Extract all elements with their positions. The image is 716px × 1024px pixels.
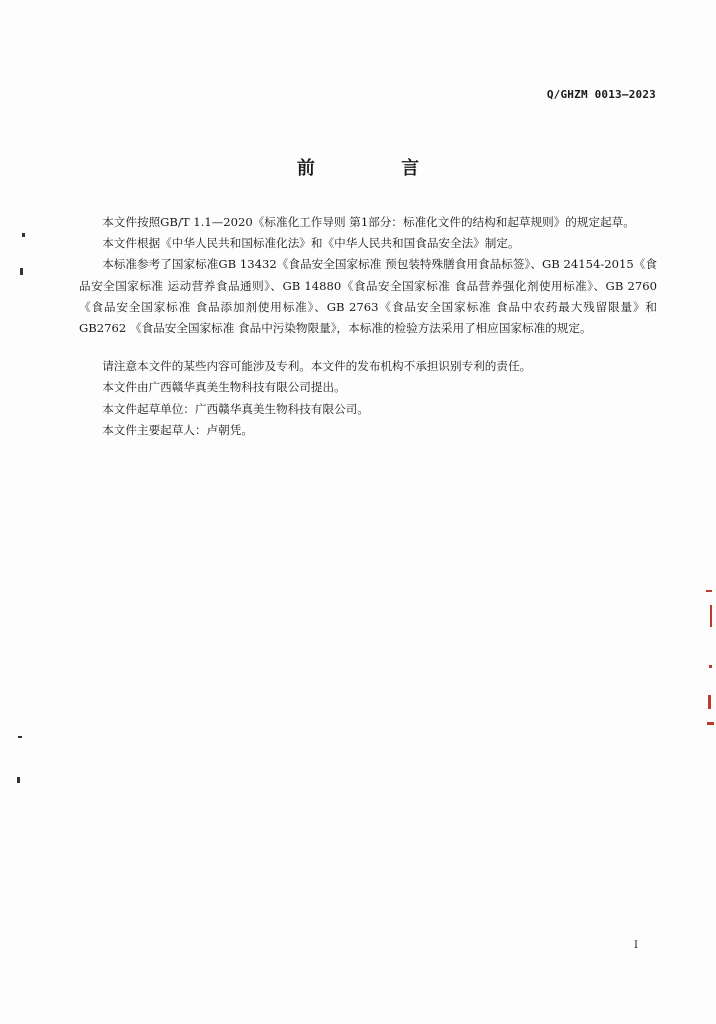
seal-edge-mark bbox=[709, 665, 712, 668]
paragraph-drafting-rules: 本文件按照GB/T 1.1—2020《标准化工作导则 第1部分：标准化文件的结构和起草规则》的规定起草。 bbox=[102, 215, 635, 229]
page-number: I bbox=[634, 940, 638, 951]
document-body bbox=[79, 212, 657, 441]
seal-edge-mark bbox=[708, 695, 711, 709]
paragraph-drafting-unit: 本文件起草单位：广西赣华真美生物科技有限公司。 bbox=[102, 401, 369, 416]
section-title: 前 言 bbox=[296, 158, 460, 179]
scan-mark bbox=[22, 233, 25, 237]
paragraph-proposer: 本文件由广西赣华真美生物科技有限公司提出。 bbox=[102, 380, 346, 395]
scan-mark bbox=[20, 268, 23, 275]
scan-mark bbox=[17, 777, 20, 783]
paragraph-legal-basis: 本文件根据《中华人民共和国标准化法》和《中华人民共和国食品安全法》制定。 bbox=[102, 236, 520, 251]
paragraph-drafter: 本文件主要起草人：卢朝凭。 bbox=[102, 422, 253, 437]
seal-edge-mark bbox=[710, 605, 712, 627]
paragraph-references: 本标准参考了国家标准GB 13432《食品安全国家标准 预包装特殊膳食用食品标签》、GB 24154-2015《食品安全国家标准 运动营养食品通则》、GB 14880《食品安全国家标准 食品营养强化剂使用标准》、GB 2760 《食品安全国家标准 食品添加剂使用标准》、GB 2763《食品安全国家标准 食品中农药最大残留限量》和GB2762 《食品安全国家标准 食品中污染物限量》，本标准的检验方法采用了相应国家标准的规定。 bbox=[79, 257, 657, 336]
scan-mark bbox=[18, 736, 22, 738]
document-code: Q/GHZM 0013—2023 bbox=[546, 88, 656, 101]
seal-edge-mark bbox=[707, 722, 714, 725]
seal-edge-mark bbox=[706, 590, 712, 592]
paragraph-patent-notice: 请注意本文件的某些内容可能涉及专利。本文件的发布机构不承担识别专利的责任。 bbox=[102, 359, 532, 374]
